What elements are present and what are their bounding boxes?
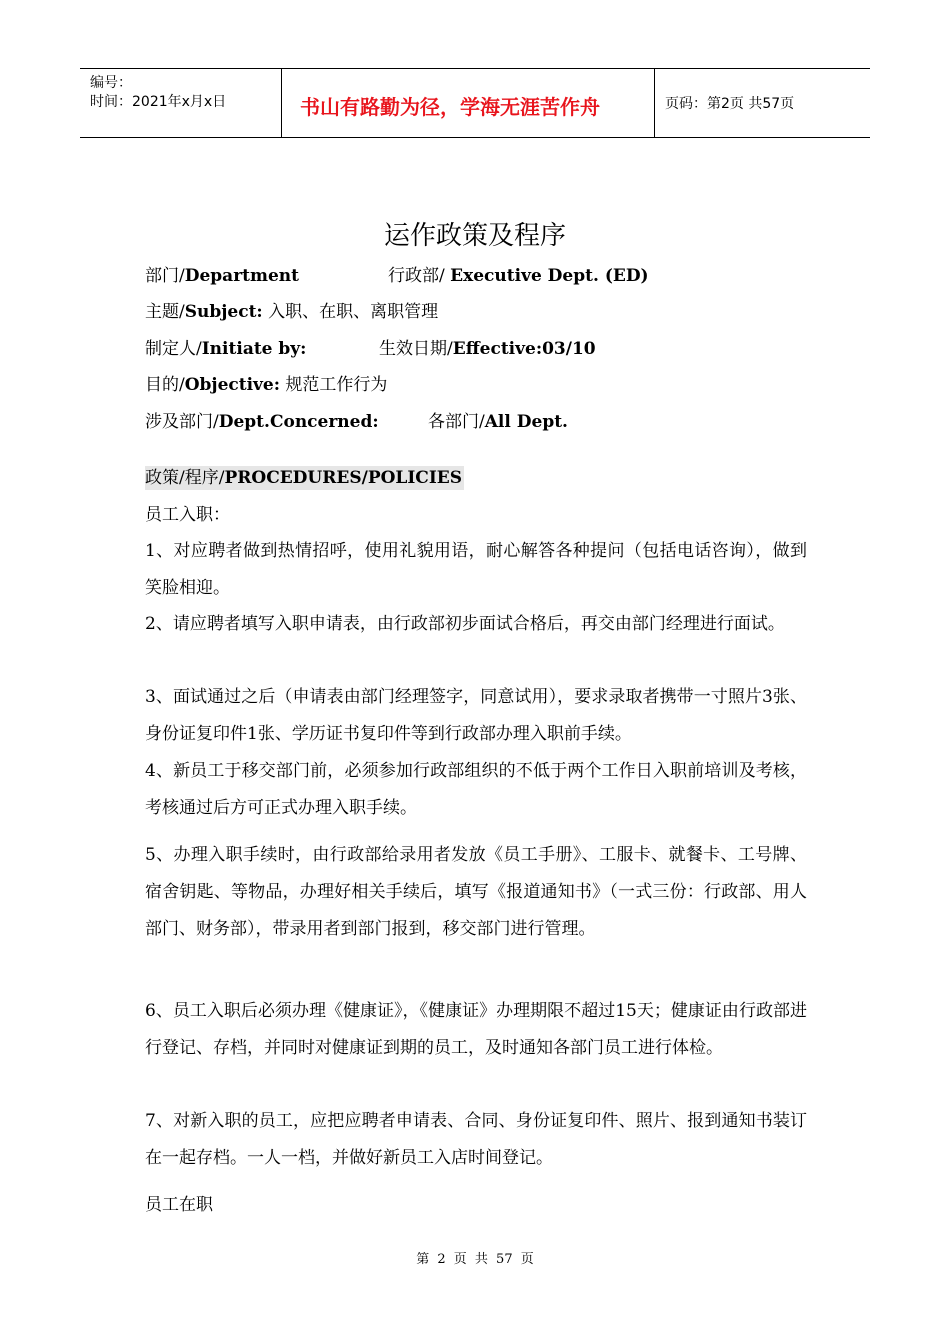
subject-label-en: Subject: — [184, 302, 263, 322]
header-page-cell — [655, 69, 870, 137]
header-motto: 书山有路勤为径，学海无涯苦作舟 — [300, 95, 600, 119]
concerned-value — [428, 407, 568, 432]
list-item: 6、员工入职后必须办理《健康证》，《健康证》办理期限不超过15天；健康证由行政部进行登记、存档，并同时对健康证到期的员工，及时通知各部门员工进行体检。 — [145, 1001, 807, 1058]
field-initiate — [145, 334, 306, 359]
field-objective — [145, 370, 387, 395]
effective-label-en: Effective:03/10 — [452, 339, 596, 359]
concerned-value-en: All Dept. — [484, 412, 568, 432]
header-motto-cell — [282, 69, 655, 137]
department-label: 部门/ — [145, 266, 185, 286]
list-item: 7、对新入职的员工，应把应聘者申请表、合同、身份证复印件、照片、报到通知书装订在一起存档。一人一档，并做好新员工入店时间登记。 — [145, 1111, 807, 1168]
page-footer: 第 2 页 共 57 页 — [416, 1252, 534, 1267]
list-item: 3、面试通过之后（申请表由部门经理签字，同意试用），要求录取者携带一寸照片3张、身份证复印件1张、学历证书复印件等到行政部办理入职前手续。 — [145, 687, 807, 744]
section-heading-en: PROCEDURES/POLICIES — [224, 468, 463, 488]
department-value-en: Executive Dept. (ED) — [450, 266, 649, 286]
initiate-label-en: Initiate by: — [201, 339, 307, 359]
department-value — [388, 261, 649, 286]
list-item: 2、请应聘者填写入职申请表，由行政部初步面试合格后，再交由部门经理进行面试。 — [145, 614, 785, 634]
concerned-label-en: Dept.Concerned: — [218, 412, 379, 432]
department-label-en: Department — [184, 266, 300, 286]
header-meta-cell — [80, 69, 282, 137]
department-value-cn: 行政部/ — [388, 266, 451, 286]
field-subject — [145, 297, 438, 322]
objective-label: 目的/ — [145, 375, 185, 395]
list-item: 1、对应聘者做到热情招呼，使用礼貌用语，耐心解答各种提问（包括电话咨询），做到笑脸相迎。 — [145, 541, 807, 598]
page-header — [80, 68, 870, 138]
field-dept-concerned — [145, 407, 379, 432]
field-department — [145, 261, 299, 286]
list-item: 4、新员工于移交部门前，必须参加行政部组织的不低于两个工作日入职前培训及考核，考核通过后方可正式办理入职手续。 — [145, 761, 807, 818]
section-heading — [145, 466, 464, 490]
list-item: 5、办理入职手续时，由行政部给录用者发放《员工手册》、工服卡、就餐卡、工号牌、宿舍钥匙、等物品，办理好相关手续后，填写《报道通知书》（一式三份：行政部、用人部门、财务部），带录用者到部门报到，移交部门进行管理。 — [145, 845, 807, 939]
document-title: 运作政策及程序 — [383, 221, 566, 251]
in-service-heading: 员工在职 — [145, 1195, 213, 1215]
subject-value: 入职、在职、离职管理 — [262, 302, 439, 322]
subject-label: 主题/ — [145, 302, 185, 322]
onboarding-heading: 员工入职： — [145, 505, 230, 525]
initiate-label: 制定人/ — [145, 339, 202, 359]
effective-label: 生效日期/ — [379, 339, 453, 359]
concerned-value-cn: 各部门/ — [428, 412, 485, 432]
header-page-info: 页码：第2页 共57页 — [665, 96, 795, 112]
concerned-label: 涉及部门/ — [145, 412, 219, 432]
header-number-label: 编号： — [90, 75, 132, 91]
header-time-label: 时间：2021年x月x日 — [90, 94, 227, 110]
objective-label-en: Objective: — [184, 375, 281, 395]
section-heading-cn: 政策/程序/ — [145, 468, 225, 488]
objective-value: 规范工作行为 — [280, 375, 388, 395]
field-effective — [379, 334, 596, 359]
